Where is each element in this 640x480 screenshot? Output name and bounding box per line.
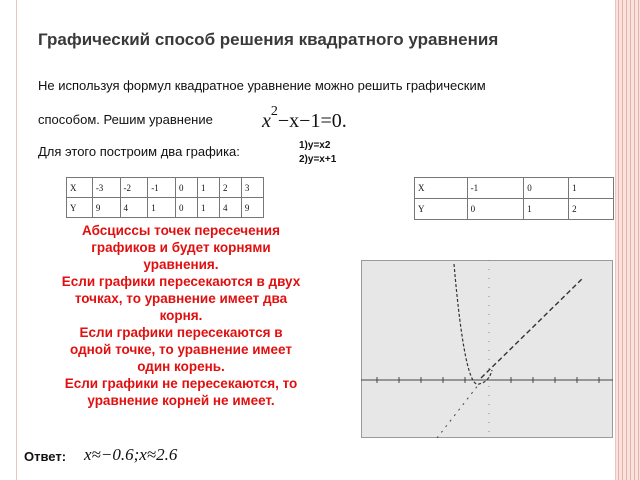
table-cell: 9 xyxy=(92,198,120,218)
graph-svg xyxy=(361,260,613,438)
table-cell: -1 xyxy=(148,178,176,198)
table-cell: -2 xyxy=(120,178,148,198)
explanation-line: уравнения. xyxy=(143,257,219,272)
intro-line-2: способом. Решим уравнение xyxy=(38,112,213,127)
answer-value: x≈−0.6;x≈2.6 xyxy=(84,445,178,464)
table-cell: 0 xyxy=(467,199,524,220)
explanation-line: Абсциссы точек пересечения xyxy=(82,223,280,238)
table-cell: 1 xyxy=(524,199,569,220)
explanation-line: одной точке, то уравнение имеет xyxy=(70,342,292,357)
explanation-line: Если графики пересекаются в двух xyxy=(61,274,301,289)
plot-border xyxy=(362,261,613,438)
table-cell: 2 xyxy=(569,199,614,220)
table-cell: 9 xyxy=(241,198,263,218)
table-cell: 0 xyxy=(524,178,569,199)
slide-title: Графический способ решения квадратного уравнения xyxy=(38,30,499,49)
explanation-line: один корень. xyxy=(137,359,225,374)
explanation-line: уравнение корней не имеет. xyxy=(87,393,275,408)
equation-rest: −x−1=0. xyxy=(277,110,347,132)
graph-plot xyxy=(361,260,613,438)
table-cell: 1 xyxy=(569,178,614,199)
explanation-text xyxy=(20,222,342,409)
graph1-label: 1)y=x2 xyxy=(299,140,331,151)
explanation-line: Если графики пересекаются в xyxy=(79,325,283,340)
table-cell: 1 xyxy=(197,198,219,218)
table-cell: 1 xyxy=(148,198,176,218)
line-values-table xyxy=(414,177,614,220)
explanation-line: графиков и будет корнями xyxy=(91,240,271,255)
table-cell: -3 xyxy=(92,178,120,198)
table-cell: Y xyxy=(415,199,468,220)
table-cell: X xyxy=(67,178,93,198)
explanation-line: точках, то уравнение имеет два xyxy=(74,291,288,306)
explanation-line: Если графики не пересекаются, то xyxy=(64,376,298,391)
table-cell: 0 xyxy=(175,178,197,198)
intro-line-1: Не используя формул квадратное уравнение можно решить графическим xyxy=(38,78,486,93)
graph2-label: 2)y=x+1 xyxy=(299,154,337,165)
table-row xyxy=(67,198,264,218)
table-cell: 2 xyxy=(219,178,241,198)
table-row xyxy=(67,178,264,198)
parabola-values-table xyxy=(66,177,264,218)
table-cell: 0 xyxy=(175,198,197,218)
build-text: Для этого построим два графика: xyxy=(38,144,240,159)
table-cell: 3 xyxy=(241,178,263,198)
explanation-line: корня. xyxy=(159,308,203,323)
table-cell: 1 xyxy=(197,178,219,198)
equation-base: x xyxy=(262,110,271,132)
table-cell: 4 xyxy=(219,198,241,218)
table-cell: 4 xyxy=(120,198,148,218)
equation xyxy=(262,104,347,133)
table-cell: X xyxy=(415,178,468,199)
table-cell: -1 xyxy=(467,178,524,199)
table-row xyxy=(415,178,614,199)
table-row xyxy=(415,199,614,220)
table-cell: Y xyxy=(67,198,93,218)
answer-label: Ответ: xyxy=(24,449,67,464)
decorative-side-stripe xyxy=(614,0,640,480)
equation-exponent: 2 xyxy=(270,104,278,119)
